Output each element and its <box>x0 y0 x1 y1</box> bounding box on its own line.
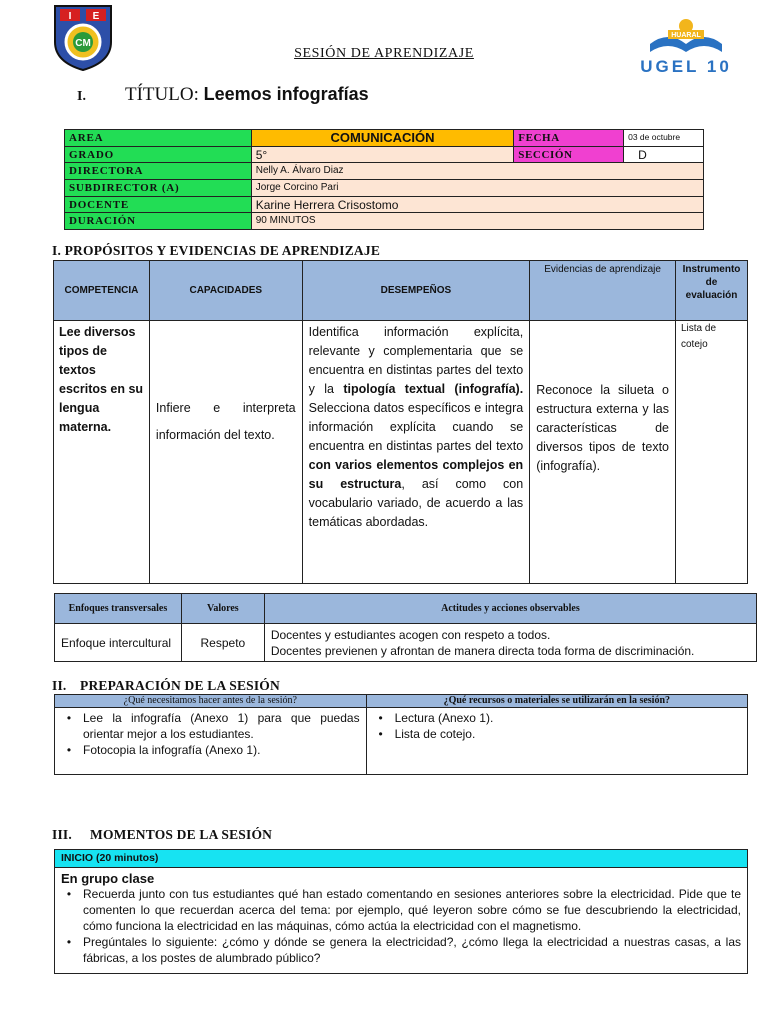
desempeno-cell: Identifica información explícita, relevante y complementaria que se encuentra en distintas partes del texto y la tipología textual (infografía). Selecciona datos específicos e integra información explícita cuando se encuentra en distintas partes del texto con varios elementos complejos en su estructura, así como con vocabulario variado, de acuerdo a las temáticas abordadas. <box>302 321 530 584</box>
duracion-value: 90 MINUTOS <box>251 213 703 230</box>
list-item: • Pregúntales lo siguiente: ¿cómo y dónde se genera la electricidad?, ¿cómo llega la electricidad a nuestras casas, a las fábricas, a los postes de alumbrado público? <box>66 935 741 965</box>
header-competencia: COMPETENCIA <box>54 261 150 321</box>
evidencia-cell: Reconoce la silueta o estructura externa y las características de diversos tipos de texto (infografía). <box>530 321 676 584</box>
actitud-item: Docentes previenen y afrontan de manera directa toda forma de discriminación. <box>270 643 695 658</box>
header-instrumento: Instrumento de evaluación <box>676 261 748 321</box>
section-1-heading: I. PROPÓSITOS Y EVIDENCIAS DE APRENDIZAJE <box>52 243 381 258</box>
directora-label: DIRECTORA <box>65 163 252 180</box>
document-title: SESIÓN DE APRENDIZAJE <box>294 46 474 61</box>
fecha-label: FECHA <box>514 130 624 147</box>
area-label: AREA <box>65 130 252 147</box>
session-info-table <box>64 129 704 230</box>
list-item: • Lee la infografía (Anexo 1) para que puedas orientar mejor a los estudiantes. <box>66 711 360 741</box>
group-subtitle: En grupo clase <box>61 871 155 886</box>
fecha-value: 03 de octubre <box>624 130 704 147</box>
purposes-table <box>53 260 748 584</box>
grado-value: 5° <box>251 146 514 163</box>
header-valores: Valores <box>181 594 264 624</box>
subdirector-value: Jorge Corcino Pari <box>251 180 703 197</box>
valor-cell: Respeto <box>181 624 264 662</box>
moments-box <box>54 849 748 974</box>
docente-label: DOCENTE <box>65 196 252 213</box>
seccion-value: D <box>624 146 704 163</box>
section-3-heading: III. MOMENTOS DE LA SESIÓN <box>52 827 273 842</box>
session-title-row: I. TÍTULO: Leemos infografías <box>77 84 369 105</box>
preparation-table <box>54 694 748 775</box>
svg-text:HUARAL: HUARAL <box>671 32 701 39</box>
seccion-label: SECCIÓN <box>514 146 624 163</box>
header-evidencias: Evidencias de aprendizaje <box>530 261 676 321</box>
approaches-table <box>54 593 757 662</box>
header-recursos: ¿Qué recursos o materiales se utilizarán en la sesión? <box>366 695 747 708</box>
list-item: • Fotocopia la infografía (Anexo 1). <box>66 743 261 757</box>
enfoque-cell: Enfoque intercultural <box>55 624 182 662</box>
section-2-heading: II. PREPARACIÓN DE LA SESIÓN <box>52 678 280 693</box>
actitud-item: Docentes y estudiantes acogen con respeto a todos. <box>270 627 551 642</box>
recursos-cell <box>366 708 747 775</box>
moments-list <box>55 886 747 966</box>
actitudes-cell <box>264 624 756 662</box>
docente-value: Karine Herrera Crisostomo <box>251 196 703 213</box>
capacidad-cell: Infiere e interpreta información del texto. <box>149 321 302 584</box>
area-value: COMUNICACIÓN <box>251 130 514 147</box>
grado-label: GRADO <box>65 146 252 163</box>
svg-text:E: E <box>92 11 100 22</box>
header-capacidades: CAPACIDADES <box>149 261 302 321</box>
list-item: • Lectura (Anexo 1). <box>378 711 494 725</box>
header-actitudes: Actitudes y acciones observables <box>264 594 756 624</box>
list-item: • Recuerda junto con tus estudiantes qué han estado comentando en sesiones anteriores sobre la electricidad. Pide que te comenten lo que recuerdan acerca del tema: por ejemplo, qué leyeron sobre cómo se fue descubriendo la electricidad, cómo funciona la electricidad en las máquinas, cómo actúa la electricidad con el magnetismo. <box>66 887 741 933</box>
ugel-logo <box>628 0 758 80</box>
session-title: Leemos infografías <box>203 84 369 104</box>
svg-text:UGEL 10: UGEL 10 <box>640 57 732 76</box>
competencia-cell: Lee diversos tipos de textos escritos en su lengua materna. <box>54 321 150 584</box>
antes-cell <box>55 708 367 775</box>
header-enfoques: Enfoques transversales <box>55 594 182 624</box>
instrumento-cell: Lista de cotejo <box>676 321 748 584</box>
header-antes: ¿Qué necesitamos hacer antes de la sesión? <box>55 695 367 708</box>
duracion-label: DURACIÓN <box>65 213 252 230</box>
subdirector-label: SUBDIRECTOR (A) <box>65 180 252 197</box>
header-desempenos: DESEMPEÑOS <box>302 261 530 321</box>
inicio-header: INICIO (20 minutos) <box>55 850 747 868</box>
list-item: • Lista de cotejo. <box>378 727 476 741</box>
directora-value: Nelly A. Álvaro Diaz <box>251 163 703 180</box>
svg-text:I: I <box>68 11 72 22</box>
svg-text:CM: CM <box>75 38 91 49</box>
